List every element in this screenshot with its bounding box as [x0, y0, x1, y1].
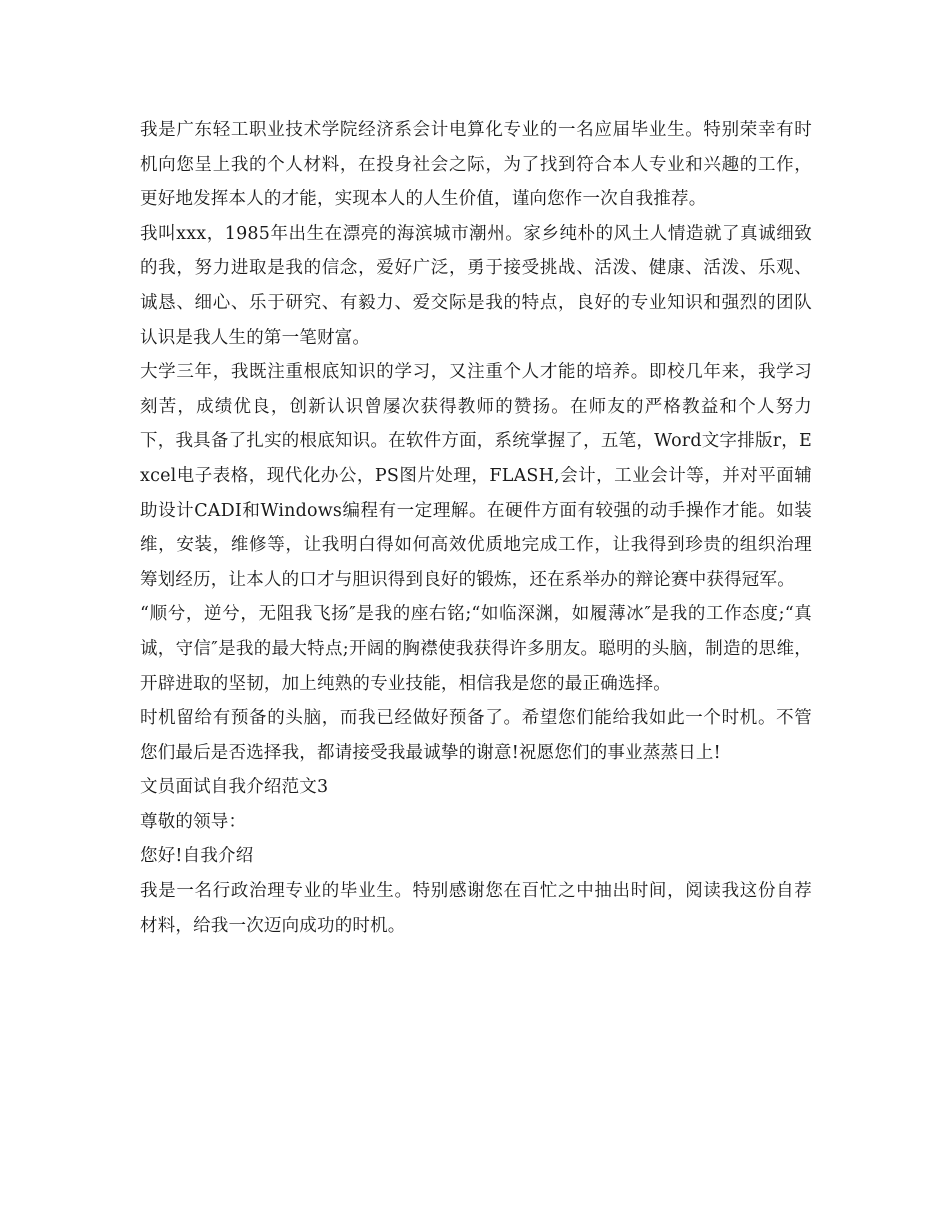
greeting: 您好!自我介绍 [140, 846, 254, 867]
paragraph-closing: 时机留给有预备的头脑，而我已经做好预备了。希望您们能给我如此一个时机。不管您们最后是否选择我，都请接受我最诚挚的谢意!祝愿您们的事业蒸蒸日上! [140, 708, 812, 763]
section-heading: 文员面试自我介绍范文3 [140, 777, 329, 798]
paragraph-introduction: 我是广东轻工职业技术学院经济系会计电算化专业的一名应届毕业生。特别荣幸有时机向您呈上我的个人材料，在投身社会之际，为了找到符合本人专业和兴趣的工作，更好地发挥本人的才能，实现本人的人生价值，谨向您作一次自我推荐。 [140, 120, 812, 210]
paragraph-personal-background: 我叫xxx，1985年出生在漂亮的海滨城市潮州。家乡纯朴的风土人情造就了真诚细致的我，努力进取是我的信念，爱好广泛，勇于接受挑战、活泼、健康、活泼、乐观、诚恳、细心、乐于研究、有毅力、爱交际是我的特点，良好的专业知识和强烈的团队认识是我人生的第一笔财富。 [140, 223, 812, 348]
salutation: 尊敬的领导： [140, 811, 247, 832]
document-body [140, 113, 812, 943]
paragraph-university-study: 大学三年，我既注重根底知识的学习，又注重个人才能的培养。即校几年来，我学习刻苦，成绩优良，创新认识曾屡次获得教师的赞扬。在师友的严格教益和个人努力下，我具备了扎实的根底知识。在软件方面，系统掌握了，五笔，Word文字排版r，Excel电子表格，现代化办公，PS图片处理，FLASH,会计，工业会计等，并对平面辅助设计CADI和Windows编程有一定理解。在硬件方面有较强的动手操作才能。如装维，安装，维修等，让我明白得如何高效优质地完成工作，让我得到珍贵的组织治理筹划经历，让本人的口才与胆识得到良好的锻炼，还在系举办的辩论赛中获得冠军。 [140, 362, 812, 590]
paragraph-motto: “顺兮，逆兮，无阻我飞扬″是我的座右铭;“如临深渊，如履薄冰″是我的工作态度;“真诚，守信″是我的最大特点;开阔的胸襟使我获得许多朋友。聪明的头脑，制造的思维，开辟进取的坚韧，加上纯熟的专业技能，相信我是您的最正确选择。 [140, 604, 812, 694]
paragraph-self-recommendation: 我是一名行政治理专业的毕业生。特别感谢您在百忙之中抽出时间，阅读我这份自荐材料，给我一次迈向成功的时机。 [140, 881, 812, 936]
